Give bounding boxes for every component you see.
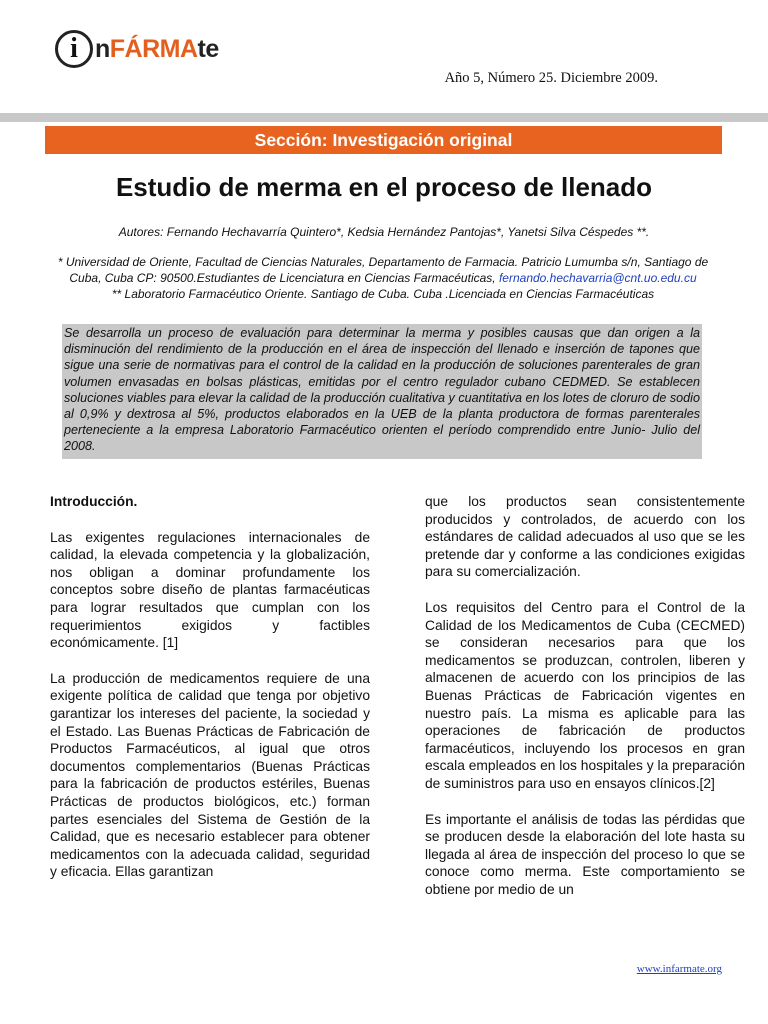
issue-line: Año 5, Número 25. Diciembre 2009.	[444, 70, 658, 86]
paragraph: Las exigentes regulaciones internacionales de calidad, la elevada competencia y la globalización, nos obligan a dominar profundamente los conceptos sobre diseño de plantas farmacéuticas para lograr resultados que cumplan con los requerimientos exigidos y factibles económicamente. [1]	[50, 529, 370, 651]
paragraph: que los productos sean consistentemente producidos y controlados, de acuerdo con los estándares de calidad adecuados al uso que se les pretende dar y conforme a las condiciones exigidas para su comercialización.	[425, 494, 745, 580]
section-heading-introduccion: Introducción.	[50, 494, 138, 509]
authors-line: Autores: Fernando Hechavarría Quintero*, Kedsia Hernández Pantojas*, Yanetsi Silva Céspedes **.	[118, 225, 650, 239]
affiliation-2: ** Laboratorio Farmacéutico Oriente. Santiago de Cuba. Cuba .Licenciada en Ciencias Farmacéuticas	[111, 287, 655, 301]
section-label: Sección: Investigación original	[254, 129, 513, 150]
logo-wordmark	[95, 35, 219, 64]
footer-website-link[interactable]: www.infarmate.org	[636, 963, 722, 975]
logo-part-3: te	[197, 34, 219, 63]
logo-part-1: n	[95, 34, 110, 63]
article-title: Estudio de merma en el proceso de llenado	[115, 172, 653, 202]
affiliation-1: * Universidad de Oriente, Facultad de Ciencias Naturales, Departamento de Farmacia. Patricio Lumumba s/n, Santiago de Cuba, Cuba CP: 90500.Estudiantes de Licenciatura en Ciencias Farmacéuticas,	[57, 255, 709, 285]
affiliations	[45, 254, 721, 302]
infarmate-logo	[55, 27, 219, 71]
email-link[interactable]: fernando.hechavarria@cnt.uo.edu.cu	[498, 271, 697, 285]
left-column	[50, 493, 370, 899]
abstract-box: Se desarrolla un proceso de evaluación para determinar la merma y posibles causas que dan origen a la disminución del rendimiento de la producción en el área de inspección del llenado e inserción de tapones que sigue una serie de normativas para el control de la calidad en la producción de soluciones parenterales de gran volumen envasadas en bolsas plásticas, emitidas por el centro regulador cubano CEDMED. Se establecen soluciones viables para elevar la calidad de la producción cualitativa y cuantitativa en los lotes de cloruro de sodio al 0,9% y dextrosa al 5%, productos elaborados en la UEB de la planta productora de formas parenterales perteneciente a la empresa Laboratorio Farmacéutico orienten el período comprendido entre Junio- Julio del 2008.	[62, 324, 702, 459]
paragraph: Es importante el análisis de todas las pérdidas que se producen desde la elaboración del lote hasta su llegada al área de inspección del proceso lo que se conoce como merma. Este comportamiento se obtiene por medio de un	[425, 811, 745, 897]
section-banner	[45, 126, 722, 154]
logo-i-icon	[55, 30, 93, 68]
paragraph: La producción de medicamentos requiere de una exigente política de calidad que tenga por objetivo garantizar los intereses del paciente, la sociedad y el Estado. Las Buenas Prácticas de Fabricación de Productos Farmacéuticos, al igual que otros documentos complementarios (Buenas Prácticas para la fabricación de productos estériles, Buenas Prácticas de productos biológicos, etc.) forman partes esenciales del Sistema de Gestión de la Calidad, que es necesario establecer para obtener medicamentos con la adecuada calidad, seguridad y eficacia. Ellas garantizan	[50, 670, 370, 880]
right-column	[425, 493, 745, 916]
header-divider	[0, 113, 768, 122]
logo-i-letter: i	[70, 33, 78, 64]
paragraph: Los requisitos del Centro para el Control de la Calidad de los Medicamentos de Cuba (CECMED) se consideran necesarios para que los medicamentos se produzcan, controlen, liberen y almacenen de acuerdo con los principios de las Buenas Prácticas de Fabricación vigentes en nuestro país. La misma es aplicable para las operaciones de fabricación de productos farmacéuticos, incluyendo los procesos en gran escala empleados en los hospitales y la preparación de suministros para uso en ensayos clínicos.[2]	[425, 599, 745, 791]
logo-part-2: FÁRMA	[109, 34, 198, 63]
